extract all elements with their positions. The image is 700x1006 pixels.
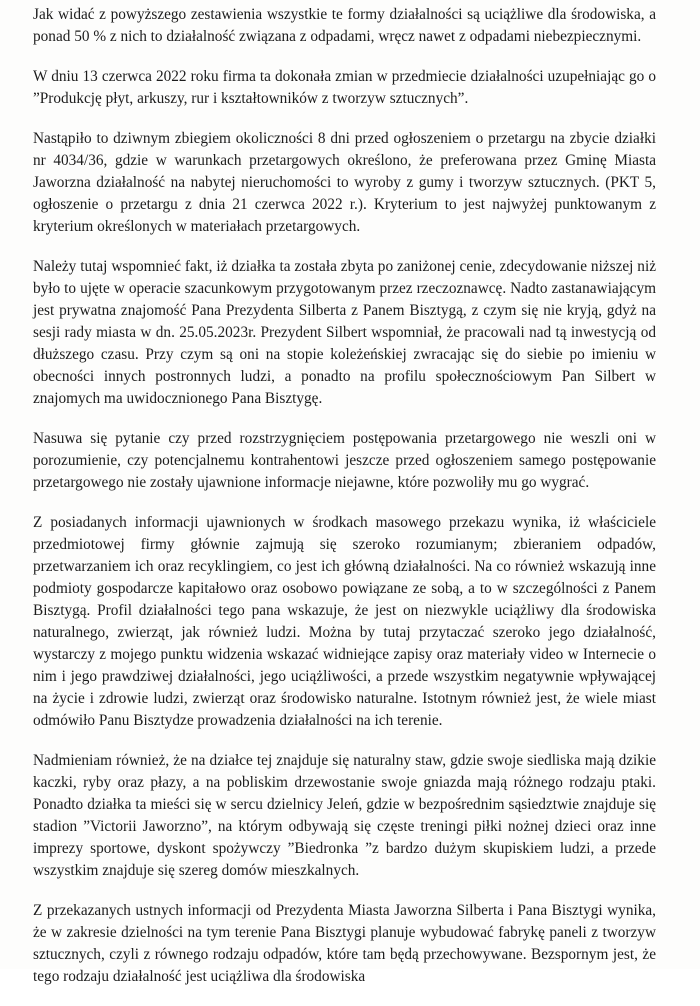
paragraph-2: W dniu 13 czerwca 2022 roku firma ta dokonała zmian w przedmiecie działalności uzupełniając go o ”Produkcję płyt, arkuszy, rur i kształtowników z tworzyw sztucznych”. — [33, 68, 656, 107]
paragraph-7: Nadmieniam również, że na działce tej znajduje się naturalny staw, gdzie swoje siedliska mają dzikie kaczki, ryby oraz płazy, a na pobliskim drzewostanie swoje gniazda mają różnego rodzaju ptaki. Ponadto działka ta mieści się w sercu dzielnicy Jeleń, gdzie w bezpośrednim sąsiedztwie znajduje się stadion ”Victorii Jaworzno”, na którym odbywają się częste treningi piłki nożnej dzieci oraz inne imprezy sportowe, dyskont spożywczy ”Biedronka ”z bardzo dużym skupiskiem ludzi, a przede wszystkim znajduje się szereg domów mieszkalnych. — [33, 752, 656, 879]
paragraph-4: Należy tutaj wspomnieć fakt, iż działka ta została zbyta po zaniżonej cenie, zdecydowanie niższej niż było to ujęte w operacie szacunkowym przygotowanym przez rzeczoznawcę. Nadto zastanawiającym jest prywatna znajomość Pana Prezydenta Silberta z Panem Bisztygą, z czym się nie kryją, gdyż na sesji rady miasta w dn. 25.05.2023r. Prezydent Silbert wspomniał, że pracowali nad tą inwestycją od dłuższego czasu. Przy czym są oni na stopie koleżeńskiej zwracając się do siebie po imieniu w obecności innych postronnych ludzi, a ponadto na profilu społecznościowym Pan Silbert w znajomych ma uwidocznionego Pana Bisztygę. — [33, 258, 656, 407]
paragraph-3: Nastąpiło to dziwnym zbiegiem okoliczności 8 dni przed ogłoszeniem o przetargu na zbycie działki nr 4034/36, gdzie w warunkach przetargowych określono, że preferowana przez Gminę Miasta Jaworzna działalność na nabytej nieruchomości to wyroby z gumy i tworzyw sztucznych. (PKT 5, ogłoszenie o przetargu z dnia 21 czerwca 2022 r.). Kryterium to jest najwyżej punktowanym z kryterium określonych w materiałach przetargowych. — [33, 130, 656, 235]
paragraph-5: Nasuwa się pytanie czy przed rozstrzygnięciem postępowania przetargowego nie weszli oni w porozumienie, czy potencjalnemu kontrahentowi jeszcze przed ogłoszeniem samego postępowanie przetargowego nie zostały ujawnione informacje niejawne, które pozwoliły mu go wygrać. — [33, 430, 656, 491]
paragraph-6: Z posiadanych informacji ujawnionych w środkach masowego przekazu wynika, iż właściciele przedmiotowej firmy głównie zajmują się szeroko rozumianym; zbieraniem odpadów, przetwarzaniem ich oraz recyklingiem, co jest ich główną działalności. Na co również wskazują inne podmioty gospodarcze kapitałowo oraz osobowo powiązane ze sobą, a to w szczególności z Panem Bisztygą. Profil działalności tego pana wskazuje, że jest on niezwykle uciążliwy dla środowiska naturalnego, zwierząt, jak również ludzi. Można by tutaj przytaczać szeroko jego działalność, wystarczy z mojego punktu widzenia wskazać widniejące zapisy oraz materiały video w Internecie o nim i jego prawdziwej działalności, jego uciążliwości, a przede wszystkim negatywnie wpływającej na życie i zdrowie ludzi, zwierząt oraz środowisko naturalne. Istotnym również jest, że wiele miast odmówiło Panu Bisztydze prowadzenia działalności na ich terenie. — [33, 514, 656, 729]
paragraph-8: Z przekazanych ustnych informacji od Prezydenta Miasta Jaworzna Silberta i Pana Bisztygi wynika, że w zakresie dzielności na tym terenie Pana Bisztygi planuje wybudować fabrykę paneli z tworzyw sztucznych, czyli z równego rodzaju odpadów, które tam będą przechowywane. Bezspornym jest, że tego rodzaju działalność jest uciążliwa dla środowiska — [33, 902, 656, 985]
document-body — [33, 4, 656, 1006]
paragraph-1: Jak widać z powyższego zestawienia wszystkie te formy działalności są uciążliwe dla środowiska, a ponad 50 % z nich to działalność związana z odpadami, wręcz nawet z odpadami niebezpiecznymi. — [33, 6, 656, 45]
